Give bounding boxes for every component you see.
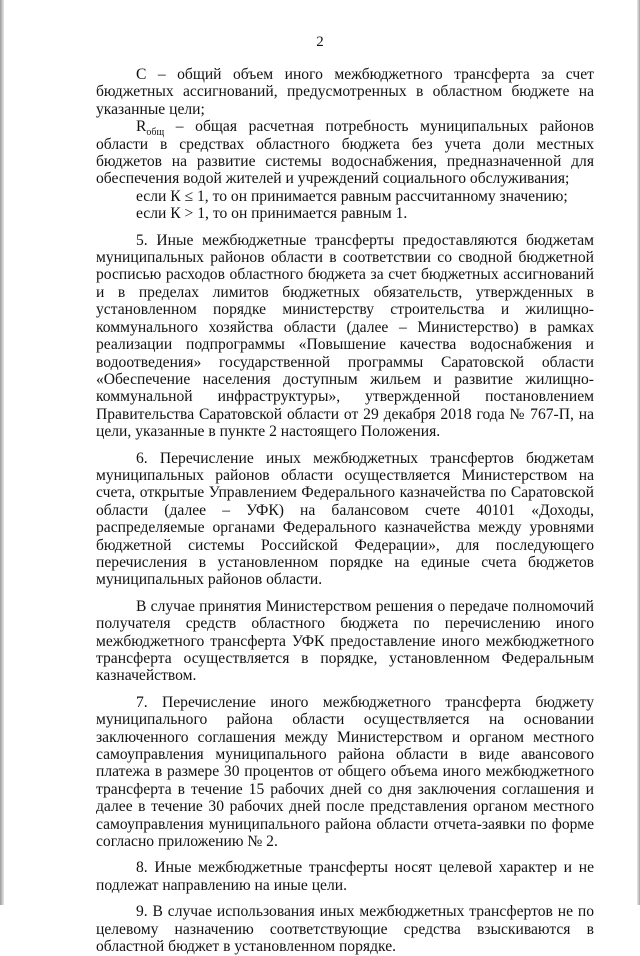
document-body bbox=[96, 66, 594, 956]
scan-edge-left bbox=[0, 0, 4, 905]
paragraph-c-definition: С – общий объем иного межбюджетного трансферта за счет бюджетных ассигнований, предусмотренных в областном бюджете на указанные цели; bbox=[96, 66, 594, 118]
paragraph-k-gt-1: если К > 1, то он принимается равным 1. bbox=[136, 205, 408, 223]
paragraph-item-5: 5. Иные межбюджетные трансферты предоставляются бюджетам муниципальных районов области в соответствии со сводной бюджетной росписью расходов областного бюджета за счет бюджетных ассигнований и в пределах лимитов бюджетных обязательств, утвержденных в установленном порядке министерству строительства и жилищно-коммунального хозяйства области (далее – Министерство) в рамках реализации подпрограммы «Повышение качества водоснабжения и водоотведения» государственной программы Саратовской области «Обеспечение населения доступным жильем и развитие жилищно-коммунальной инфраструктуры», утвержденной постановлением Правительства Саратовской области от 29 декабря 2018 года № 767-П, на цели, указанные в пункте 2 настоящего Положения. bbox=[96, 231, 594, 441]
symbol-r: R bbox=[136, 118, 147, 136]
paragraph-item-8: 8. Иные межбюджетные трансферты носят целевой характер и не подлежат направлению на иные цели. bbox=[96, 859, 594, 894]
symbol-r-subscript: общ bbox=[146, 127, 165, 139]
paragraph-item-7: 7. Перечисление иного межбюджетного трансферта бюджету муниципального района области осуществляется на основании заключенного соглашения между Министерством и органом местного самоуправления муниципального района области в виде авансового платежа в размере 30 процентов от общего объема иного межбюджетного трансферта в течение 15 рабочих дней со дня заключения соглашения и далее в течение 30 рабочих дней после представления органом местного самоуправления муниципального района области отчета-заявки по форме согласно приложению № 2. bbox=[96, 693, 594, 851]
paragraph-k-le-1: если К ≤ 1, то он принимается равным рассчитанному значению; bbox=[136, 187, 568, 205]
paragraph-item-6: 6. Перечисление иных межбюджетных трансфертов бюджетам муниципальных районов области осуществляется Министерством на счета, открытые Управлением Федерального казначейства по Саратовской области (далее – УФК) на балансовом счете 40101 «Доходы, распределяемые органами Федерального казначейства между уровнями бюджетной системы Российской Федерации», для последующего перечисления в установленном порядке на единые счета бюджетов муниципальных районов области. bbox=[96, 449, 594, 589]
page-number: 2 bbox=[316, 34, 324, 50]
paragraph-ufk-powers: В случае принятия Министерством решения о передаче полномочий получателя средств областного бюджета по перечислению иного межбюджетного трансферта УФК предоставление иного межбюджетного трансферта осуществляется в порядке, установленном Федеральным казначейством. bbox=[96, 597, 594, 685]
paragraph-item-9: 9. В случае использования иных межбюджетных трансфертов не по целевому назначению соответствующие средства взыскиваются в областной бюджет в установленном порядке. bbox=[96, 903, 594, 956]
paragraph-r-definition bbox=[96, 118, 594, 188]
paragraph-r-text: – общая расчетная потребность муниципальных районов области в средствах областного бюджета без учета доли местных бюджетов на развитие системы водоснабжения, предназначенной для обеспечения водой жителей и учреждений социального обслуживания; bbox=[96, 118, 594, 188]
